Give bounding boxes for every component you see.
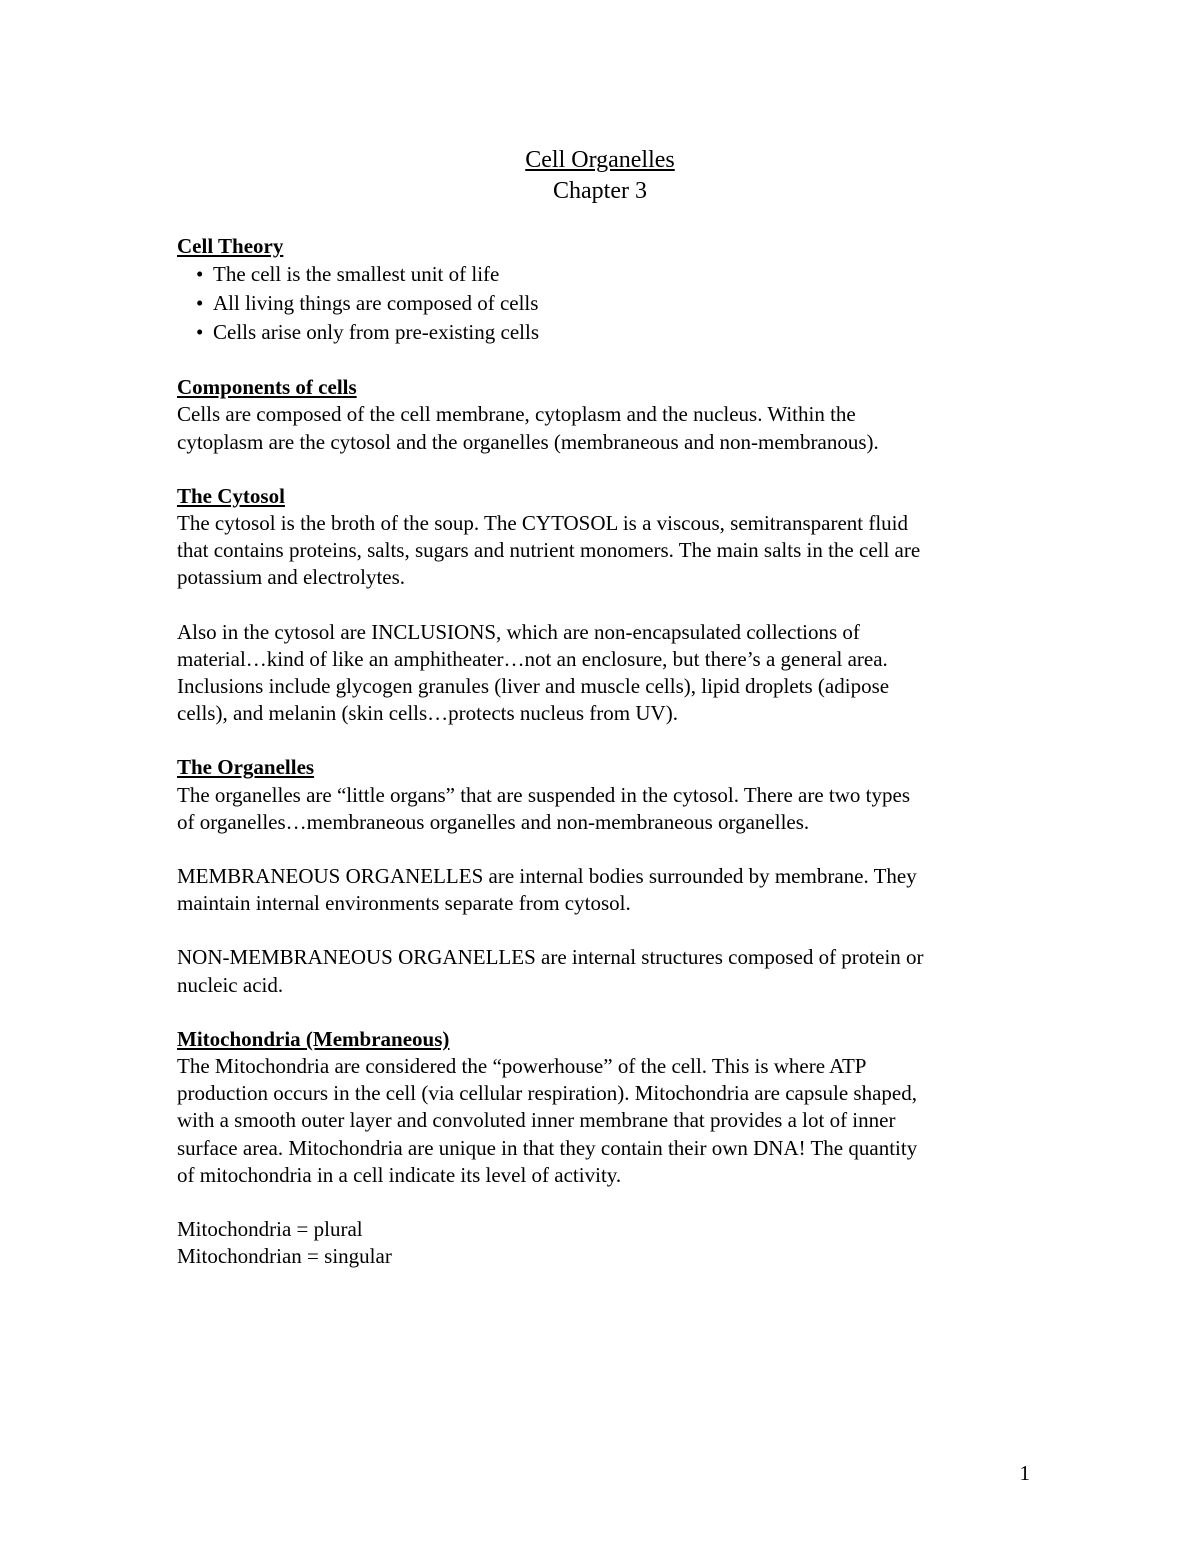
- bullet-icon: •: [196, 262, 204, 287]
- cytosol-paragraph-2: [177, 619, 1027, 728]
- text-line: Inclusions include glycogen granules (liver and muscle cells), lipid droplets (adipose: [177, 674, 890, 699]
- text-line: MEMBRANEOUS ORGANELLES are internal bodies surrounded by membrane. They: [177, 864, 917, 889]
- list-item: [177, 260, 1027, 289]
- section-organelles: [177, 754, 1027, 998]
- text-line: The Mitochondria are considered the “powerhouse” of the cell. This is where ATP: [177, 1054, 867, 1079]
- text-line: The organelles are “little organs” that are suspended in the cytosol. There are two types: [177, 782, 911, 807]
- text-line: material…kind of like an amphitheater…not an enclosure, but there’s a general area.: [177, 646, 888, 671]
- text-line: maintain internal environments separate from cytosol.: [177, 891, 631, 916]
- spacer: [177, 456, 1027, 483]
- components-paragraph: [177, 401, 1027, 455]
- text-line: The cytosol is the broth of the soup. The CYTOSOL is a viscous, semitransparent fluid: [177, 511, 909, 536]
- text-line: with a smooth outer layer and convoluted inner membrane that provides a lot of inner: [177, 1108, 896, 1133]
- section-cytosol: [177, 483, 1027, 728]
- text-line: potassium and electrolytes.: [177, 565, 406, 590]
- organelles-paragraph-3: [177, 944, 1027, 998]
- text-line: Mitochondria = plural: [177, 1217, 363, 1242]
- text-line: of mitochondria in a cell indicate its level of activity.: [177, 1162, 622, 1187]
- section-components: [177, 374, 1027, 456]
- spacer: [177, 999, 1027, 1026]
- text-line: Cells are composed of the cell membrane, cytoplasm and the nucleus. Within the: [177, 402, 856, 427]
- section-heading-organelles: The Organelles: [177, 755, 315, 780]
- cell-theory-list: [177, 260, 1027, 347]
- text-line: Also in the cytosol are INCLUSIONS, which are non-encapsulated collections of: [177, 619, 860, 644]
- section-cell-theory: [177, 233, 1027, 347]
- section-mitochondria: [177, 1026, 1027, 1271]
- list-item: [177, 318, 1027, 347]
- spacer: [177, 592, 1027, 619]
- section-heading-components: Components of cells: [177, 375, 357, 400]
- bullet-icon: •: [196, 320, 204, 345]
- text-line: cytoplasm are the cytosol and the organelles (membraneous and non-membranous).: [177, 429, 879, 454]
- list-item-text: The cell is the smallest unit of life: [213, 262, 500, 287]
- list-item-text: All living things are composed of cells: [213, 291, 539, 316]
- list-item: [177, 289, 1027, 318]
- section-heading-cytosol: The Cytosol: [177, 483, 285, 508]
- section-heading-mitochondria: Mitochondria (Membraneous): [177, 1026, 450, 1051]
- spacer: [177, 917, 1027, 944]
- organelles-paragraph-2: [177, 863, 1027, 917]
- mitochondria-paragraph-2: [177, 1216, 1027, 1270]
- bullet-icon: •: [196, 291, 204, 316]
- organelles-paragraph-1: [177, 782, 1027, 836]
- text-line: nucleic acid.: [177, 972, 284, 997]
- spacer: [177, 347, 1027, 374]
- section-heading-cell-theory: Cell Theory: [177, 234, 284, 258]
- text-line: that contains proteins, salts, sugars and nutrient monomers. The main salts in the cell are: [177, 538, 921, 563]
- cytosol-paragraph-1: [177, 510, 1027, 592]
- text-line: of organelles…membraneous organelles and non-membraneous organelles.: [177, 809, 810, 834]
- document-title: Cell Organelles: [525, 147, 675, 173]
- list-item-text: Cells arise only from pre-existing cells: [213, 320, 540, 345]
- text-line: surface area. Mitochondria are unique in that they contain their own DNA! The quantity: [177, 1135, 918, 1160]
- text-line: production occurs in the cell (via cellular respiration). Mitochondria are capsule shaped,: [177, 1081, 917, 1106]
- spacer: [177, 727, 1027, 754]
- page-number: 1: [1019, 1461, 1030, 1485]
- document-subtitle: Chapter 3: [553, 178, 647, 204]
- mitochondria-paragraph-1: [177, 1053, 1027, 1189]
- text-line: NON-MEMBRANEOUS ORGANELLES are internal structures composed of protein or: [177, 945, 924, 970]
- spacer: [177, 836, 1027, 863]
- document-body: [177, 233, 1027, 1270]
- text-line: cells), and melanin (skin cells…protects nucleus from UV).: [177, 701, 678, 726]
- text-line: Mitochondrian = singular: [177, 1244, 392, 1269]
- spacer: [177, 1189, 1027, 1216]
